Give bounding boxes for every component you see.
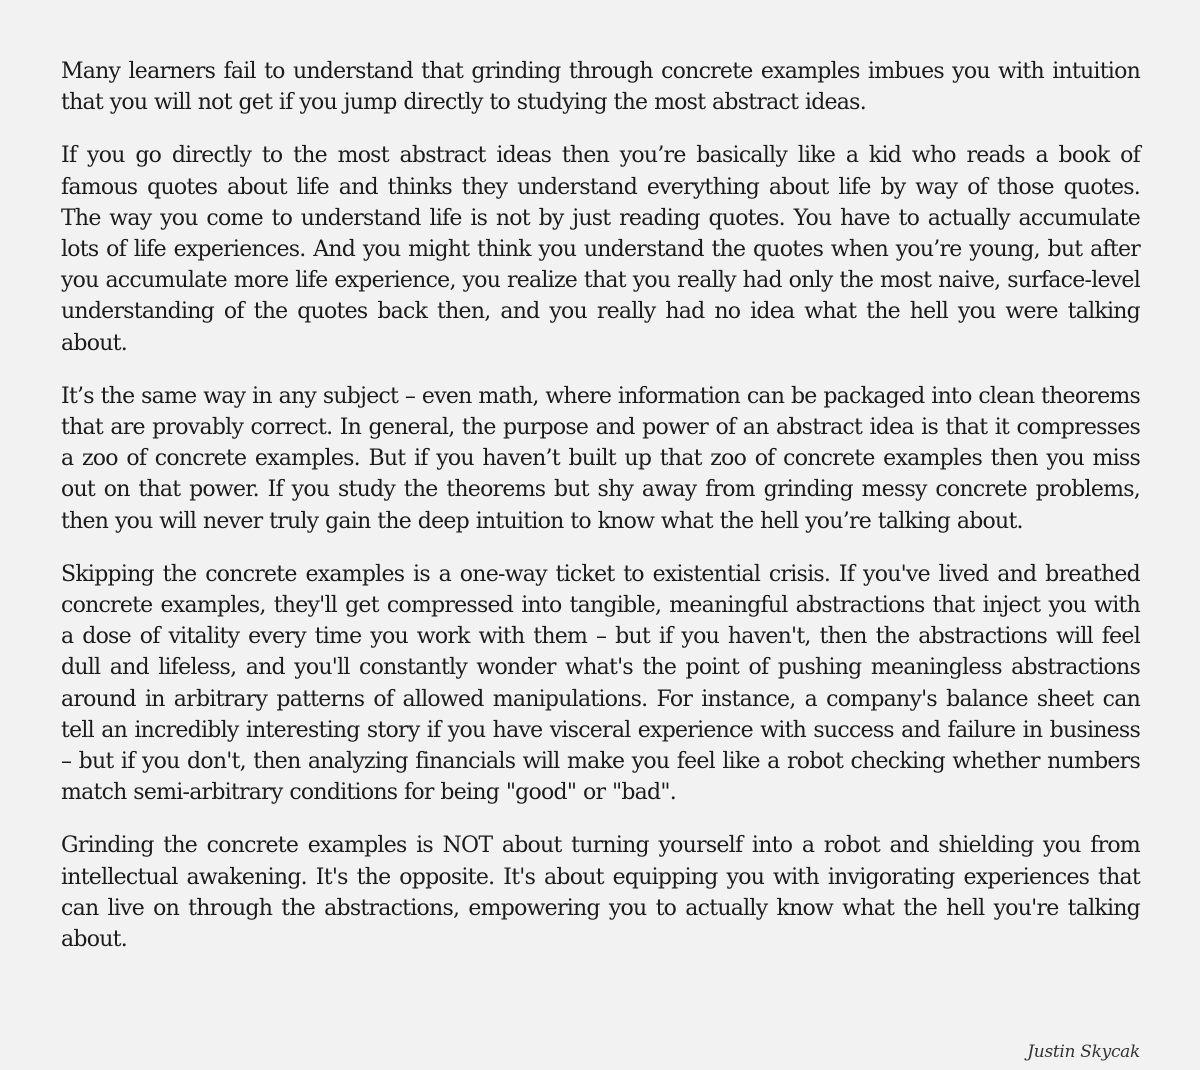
paragraph-2: If you go directly to the most abstract ideas then you’re basically like a kid who reads a book of famous quotes about life and thinks they understand everything about life by way of those quotes. The way you come to understand life is not by just reading quotes. You have to actually accumulate lots of life experiences. And you might think you understand the quotes when you’re young, but after you accumulate more life experience, you realize that you really had only the most naive, surface-level understanding of the quotes back then, and you really had no idea what the hell you were talking about.: [61, 143, 1140, 356]
paragraph-4: Skipping the concrete examples is a one-way ticket to existential crisis. If you've lived and breathed concrete examples, they'll get compressed into tangible, meaningful abstractions that inject you with a dose of vitality every time you work with them – but if you haven't, then the abstractions will feel dull and lifeless, and you'll constantly wonder what's the point of pushing meaningless abstractions around in arbitrary patterns of allowed manipulations. For instance, a company's balance sheet can tell an incredibly interesting story if you have visceral experience with success and failure in business – but if you don't, then analyzing financials will make you feel like a robot checking whether numbers match semi-arbitrary conditions for being "good" or "bad".: [61, 561, 1140, 806]
paragraph-3: It’s the same way in any subject – even math, where information can be packaged into clean theorems that are provably correct. In general, the purpose and power of an abstract idea is that it compresses a zoo of concrete examples. But if you haven’t built up that zoo of concrete examples then you miss out on that power. If you study the theorems but shy away from grinding messy concrete problems, then you will never truly gain the deep intuition to know what the hell you’re talking about.: [61, 383, 1140, 534]
article-body: [61, 56, 1140, 955]
paragraph-5: Grinding the concrete examples is NOT about turning yourself into a robot and shielding you from intellectual awakening. It's the opposite. It's about equipping you with invigorating experiences that can live on through the abstractions, empowering you to actually know what the hell you're talking about.: [61, 833, 1140, 953]
author-signature: Justin Skycak: [1027, 1042, 1140, 1062]
paragraph-1: Many learners fail to understand that grinding through concrete examples imbues you with intuition that you will not get if you jump directly to studying the most abstract ideas.: [61, 59, 1140, 116]
